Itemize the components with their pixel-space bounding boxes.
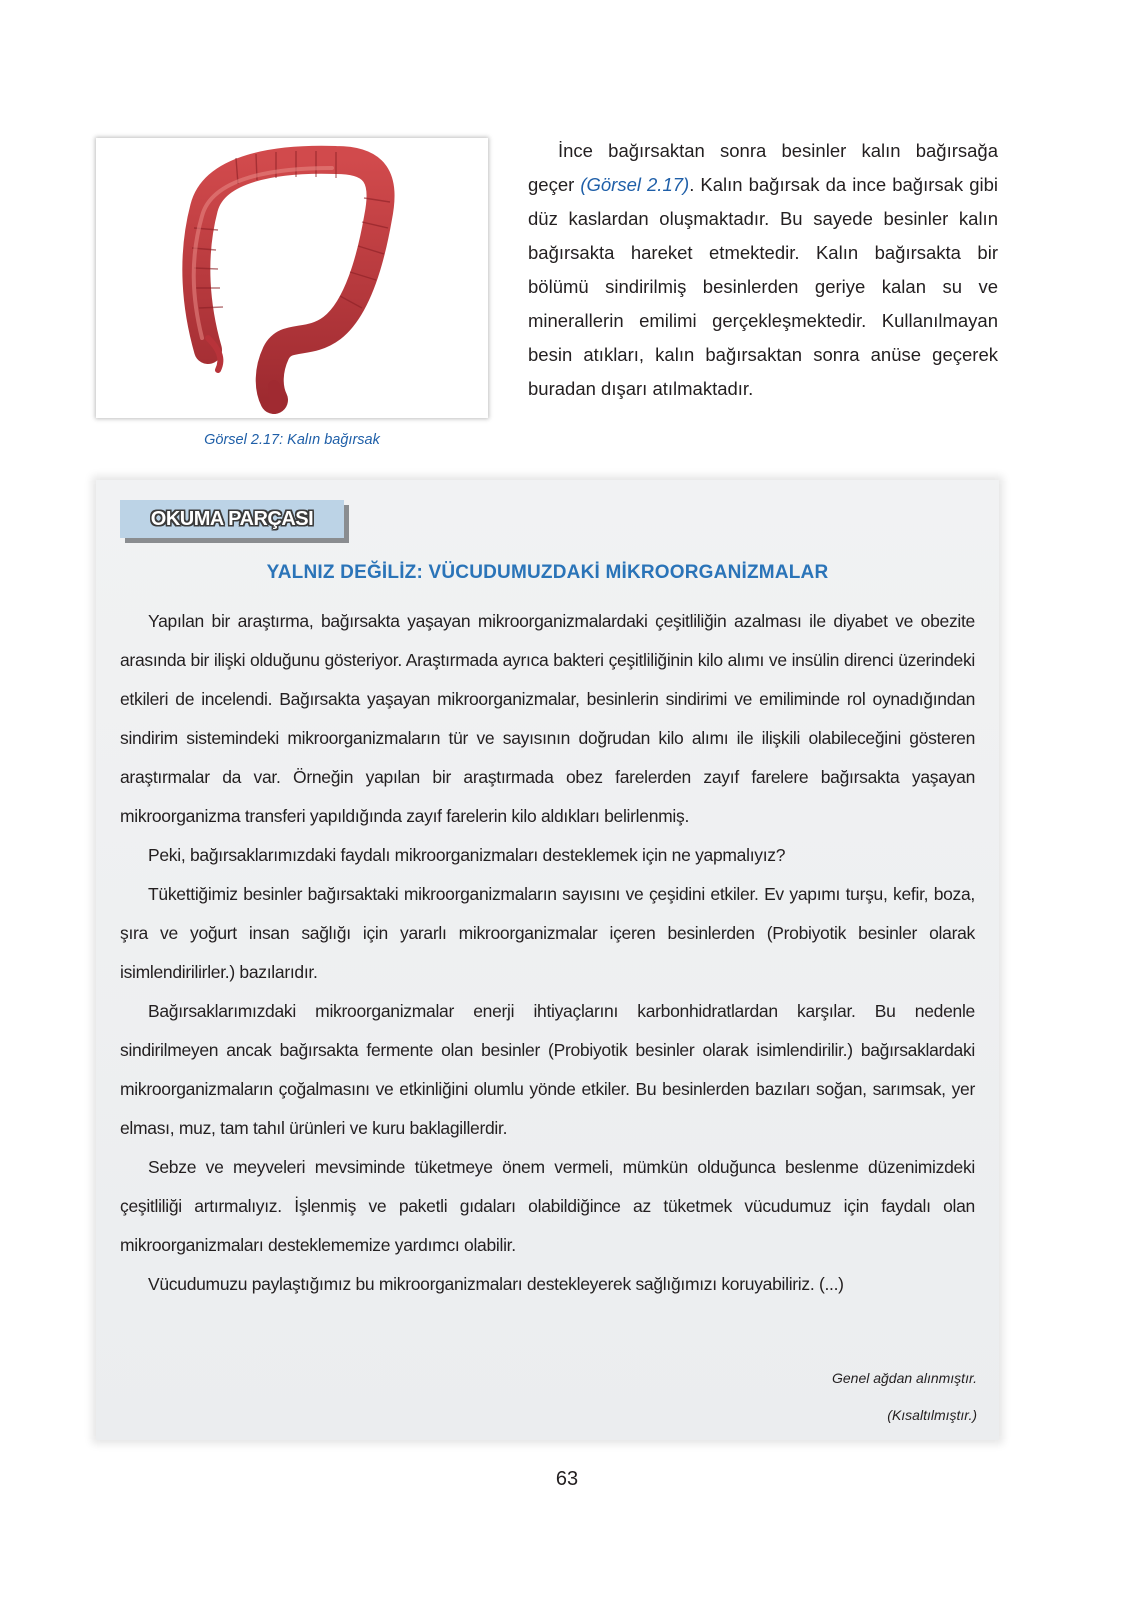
- reading-badge-label: OKUMA PARÇASI: [150, 507, 314, 530]
- figure-image-frame: [96, 138, 488, 418]
- reading-title: YALNIZ DEĞİLİZ: VÜCUDUMUZDAKİ MİKROORGANİZMALAR: [266, 562, 829, 583]
- figure-caption: Görsel 2.17: Kalın bağırsak: [204, 432, 380, 448]
- abridged-note: (Kısaltılmıştır.): [887, 1407, 977, 1423]
- reading-paragraph: Tükettiğimiz besinler bağırsaktaki mikroorganizmaların sayısını ve çeşidini etkiler. Ev yapımı turşu, kefir, boza, şıra ve yoğurt insan sağlığı için yararlı mikroorganizmalar içeren besinlerden (Probiyotik besinler olarak isimlendirilirler.) bazılarıdır.: [120, 884, 975, 982]
- reading-paragraph: Bağırsaklarımızdaki mikroorganizmalar enerji ihtiyaçlarını karbonhidratlardan karşılar. Bu nedenle sindirilmeyen ancak bağırsakta fermente olan besinler (Probiyotik besinler olarak isimlendirilir.) bağırsaklardaki mikroorganizmaların çoğalmasını ve etkinliğini olumlu yönde etkiler. Bu besinlerden bazıları soğan, sarımsak, yer elması, muz, tam tahıl ürünleri ve kuru baklagillerdir.: [120, 1001, 975, 1138]
- reading-passage-box: [96, 480, 999, 1440]
- intro-text-start: İnce bağırsaktan sonra besinler kalın bağırsağa geçer: [528, 140, 998, 195]
- reading-paragraph: Vücudumuzu paylaştığımız bu mikroorganizmaları destekleyerek sağlığımızı koruyabiliriz. (...): [148, 1274, 844, 1294]
- reading-body: [120, 602, 975, 1304]
- reading-paragraph: Sebze ve meyveleri mevsiminde tüketmeye önem vermeli, mümkün olduğunca beslenme düzenimizdeki çeşitliliği artırmalıyız. İşlenmiş ve paketli gıdaları olabildiğince az tüketmek vücudumuz için faydalı olan mikroorganizmaları desteklememize yardımcı olabilir.: [120, 1157, 975, 1255]
- large-intestine-illustration: [96, 138, 488, 418]
- source-note: Genel ağdan alınmıştır.: [831, 1370, 977, 1386]
- intro-paragraph: [528, 134, 998, 406]
- page-number: 63: [555, 1468, 579, 1490]
- reading-paragraph: Peki, bağırsaklarımızdaki faydalı mikroorganizmaları desteklemek için ne yapmalıyız?: [148, 845, 786, 865]
- intro-text-end: . Kalın bağırsak da ince bağırsak gibi düz kaslardan oluşmaktadır. Bu sayede besinler kalın bağırsakta hareket etmektedir. Kalın bağırsakta bir bölümü sindirilmiş besinlerden geriye kalan su ve minerallerin emilimi gerçekleşmektedir. Kullanılmayan besin atıkları, kalın bağırsaktan sonra anüse geçerek buradan dışarı atılmaktadır.: [528, 174, 998, 399]
- reading-paragraph: Yapılan bir araştırma, bağırsakta yaşayan mikroorganizmalardaki çeşitliliğin azalması ile diyabet ve obezite arasında bir ilişki olduğunu gösteriyor. Araştırmada ayrıca bakteri çeşitliliğinin kilo alımı ve insülin direnci üzerindeki etkileri de incelendi. Bağırsakta yaşayan mikroorganizmalar, besinlerin sindirimi ve emiliminde rol oynadığından sindirim sistemindeki mikroorganizmaların tür ve sayısının doğrudan kilo alımı ile ilişkili olabileceğini gösteren araştırmalar da var. Örneğin yapılan bir araştırmada obez farelerden zayıf farelere bağırsakta yaşayan mikroorganizma transferi yapıldığında zayıf farelerin kilo aldıkları belirlenmiş.: [120, 611, 975, 826]
- figure-reference-link[interactable]: (Görsel 2.17): [580, 174, 690, 195]
- reading-badge: [120, 500, 344, 538]
